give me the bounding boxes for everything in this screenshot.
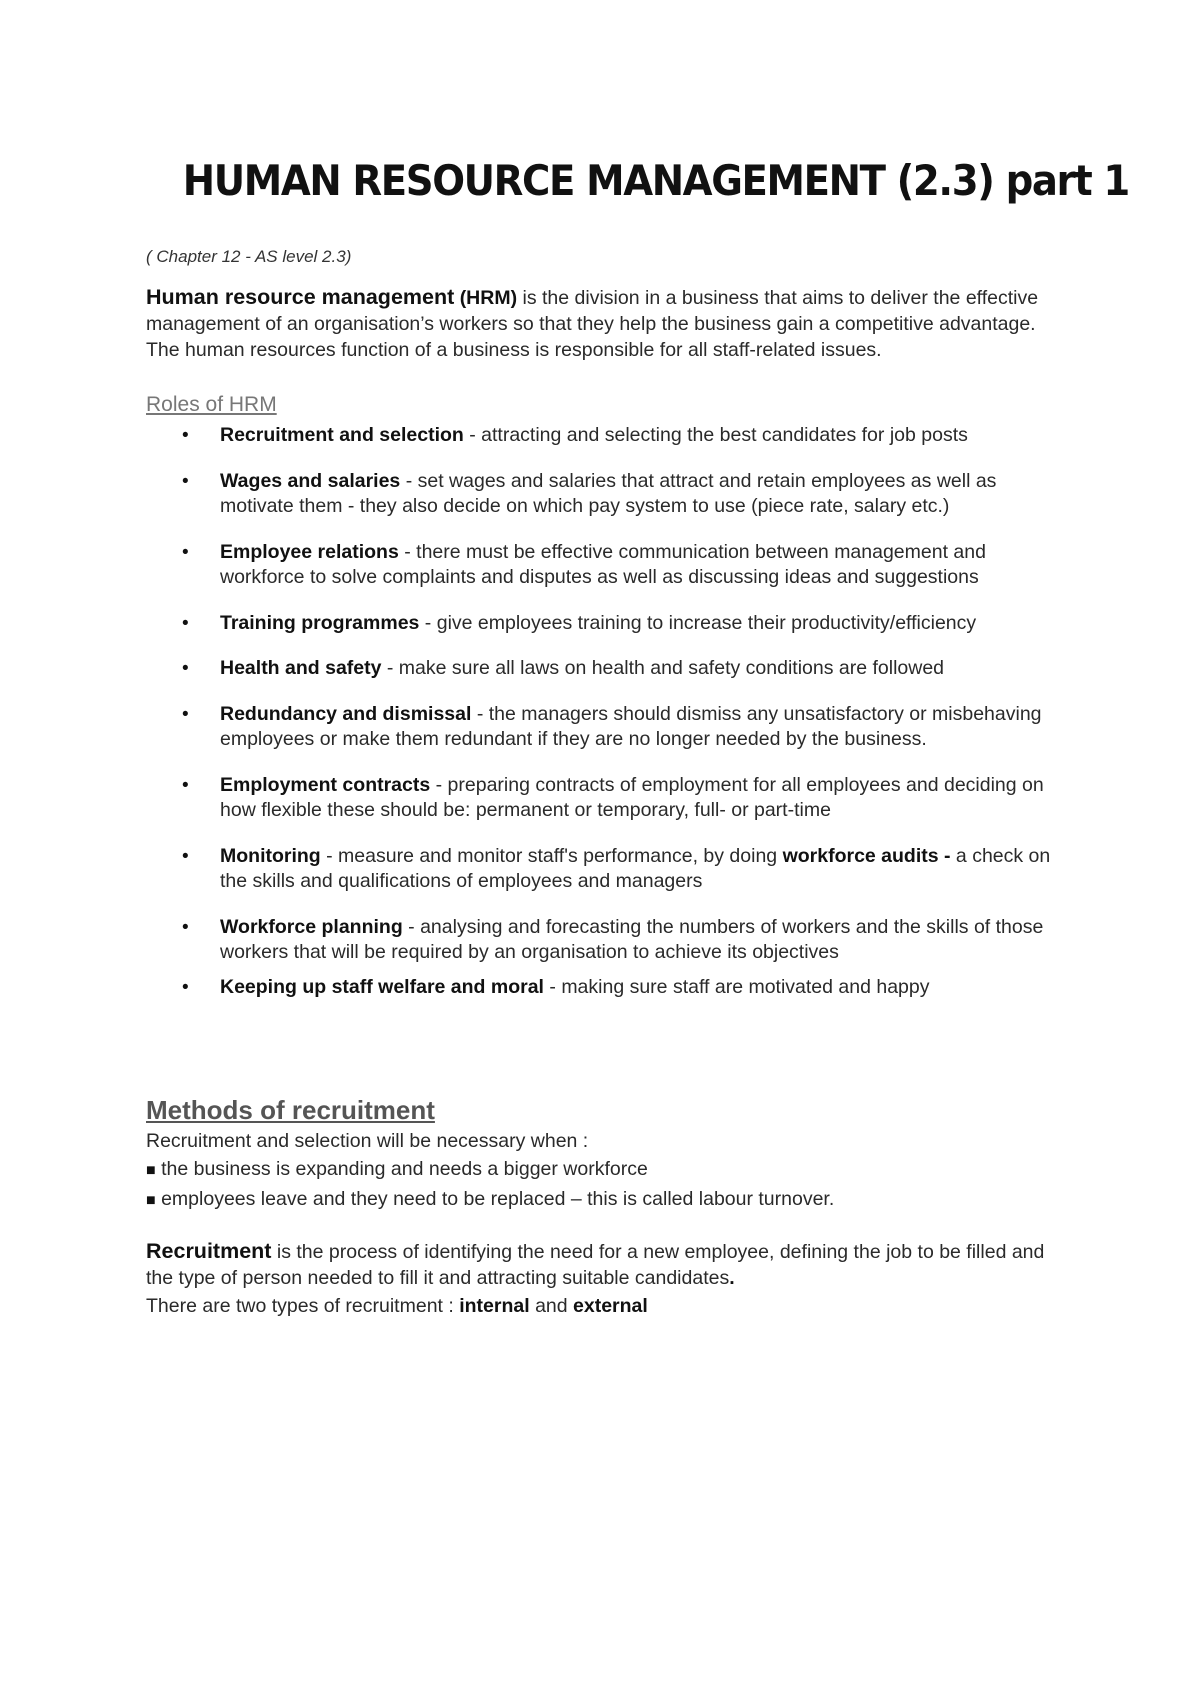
role-text: - give employees training to increase their productivity/efficiency [419, 611, 977, 634]
role-term: Monitoring [220, 844, 321, 867]
role-text-secondary: a check on the skills and qualifications of employees and managers [220, 844, 1051, 892]
list-item [146, 844, 1066, 895]
list-item [146, 975, 1066, 1001]
recruitment-intro: Recruitment and selection will be necessary when : [146, 1130, 589, 1152]
list-item [146, 656, 1066, 682]
role-term-secondary: workforce audits - [782, 844, 951, 867]
role-term: Employment contracts [220, 773, 431, 796]
hrm-definition-text: is the division in a business that aims to deliver the effective management of an organisation’s workers so that they help the business gain a competitive advantage. The human resources function of a business is responsible for all staff-related issues. [146, 287, 1039, 361]
recruitment-point-text: the business is expanding and needs a bigger workforce [155, 1158, 648, 1180]
role-text: - measure and monitor staff's performance, by doing [320, 844, 783, 867]
bullet: • [182, 703, 189, 725]
bullet: • [182, 845, 189, 867]
recruitment-heading: Methods of recruitment [146, 1095, 435, 1125]
roles-heading: Roles of HRM [146, 393, 277, 416]
list-item [146, 540, 1066, 591]
types-and: and [529, 1295, 574, 1317]
square-bullet: ■ [146, 1192, 156, 1209]
role-term: Employee relations [220, 540, 399, 563]
role-text: - making sure staff are motivated and happy [543, 975, 930, 998]
list-item [146, 469, 1066, 520]
chapter-reference: ( Chapter 12 - AS level 2.3) [146, 247, 352, 266]
list-item [146, 702, 1066, 753]
role-text: - there must be effective communication between management and workforce to solve complaints and disputes as well as discussing ideas and suggestions [220, 540, 986, 588]
role-term: Training programmes [220, 611, 420, 634]
list-item [146, 611, 1066, 637]
document-page [146, 140, 1129, 1319]
role-term: Workforce planning [220, 915, 403, 938]
internal-term: internal [459, 1295, 530, 1317]
bullet: • [182, 976, 189, 998]
role-text: - the managers should dismiss any unsatisfactory or misbehaving employees or make them redundant if they are no longer needed by the business. [220, 702, 1042, 750]
external-term: external [573, 1295, 648, 1317]
role-text: - analysing and forecasting the numbers of workers and the skills of those workers that will be required by an organisation to achieve its objectives [220, 915, 1044, 963]
role-term: Keeping up staff welfare and moral [220, 975, 544, 998]
recruitment-types-text: There are two types of recruitment : [146, 1295, 460, 1317]
bullet: • [182, 774, 189, 796]
recruitment-definition [146, 1238, 1066, 1291]
role-text: - attracting and selecting the best candidates for job posts [463, 424, 968, 446]
recruitment-point-text: employees leave and they need to be replaced – this is called labour turnover. [155, 1188, 835, 1210]
recruitment-definition-period: . [729, 1267, 735, 1289]
hrm-definition [146, 284, 1066, 363]
bullet: • [182, 541, 189, 563]
role-term: Redundancy and dismissal [220, 702, 472, 725]
recruitment-types [146, 1293, 1066, 1319]
recruitment-point [146, 1186, 1066, 1214]
bullet: • [182, 612, 189, 634]
bullet: • [182, 916, 189, 938]
role-text: - make sure all laws on health and safety conditions are followed [381, 657, 945, 679]
list-item [146, 773, 1066, 824]
recruitment-term: Recruitment [146, 1239, 272, 1263]
recruitment-definition-text: is the process of identifying the need for a new employee, defining the job to be filled and the type of person needed to fill it and attracting suitable candidates [146, 1241, 1045, 1289]
recruitment-point [146, 1156, 1066, 1184]
hrm-abbreviation: (HRM) [459, 287, 518, 309]
role-term: Health and safety [220, 657, 382, 679]
role-text: - preparing contracts of employment for all employees and deciding on how flexible these should be: permanent or temporary, full- or part-time [220, 773, 1044, 821]
list-item [146, 915, 1066, 966]
role-term: Recruitment and selection [220, 424, 464, 446]
document-title: HUMAN RESOURCE MANAGEMENT (2.3) part 1 [182, 156, 1129, 205]
bullet: • [182, 425, 189, 446]
bullet: • [182, 658, 189, 679]
role-term: Wages and salaries [220, 469, 401, 492]
square-bullet: ■ [146, 1162, 156, 1179]
role-text: - set wages and salaries that attract and retain employees as well as motivate them - they also decide on which pay system to use (piece rate, salary etc.) [220, 469, 997, 517]
bullet: • [182, 470, 189, 492]
list-item [146, 423, 1066, 449]
roles-list [146, 423, 1066, 1000]
hrm-term: Human resource management [146, 285, 455, 309]
